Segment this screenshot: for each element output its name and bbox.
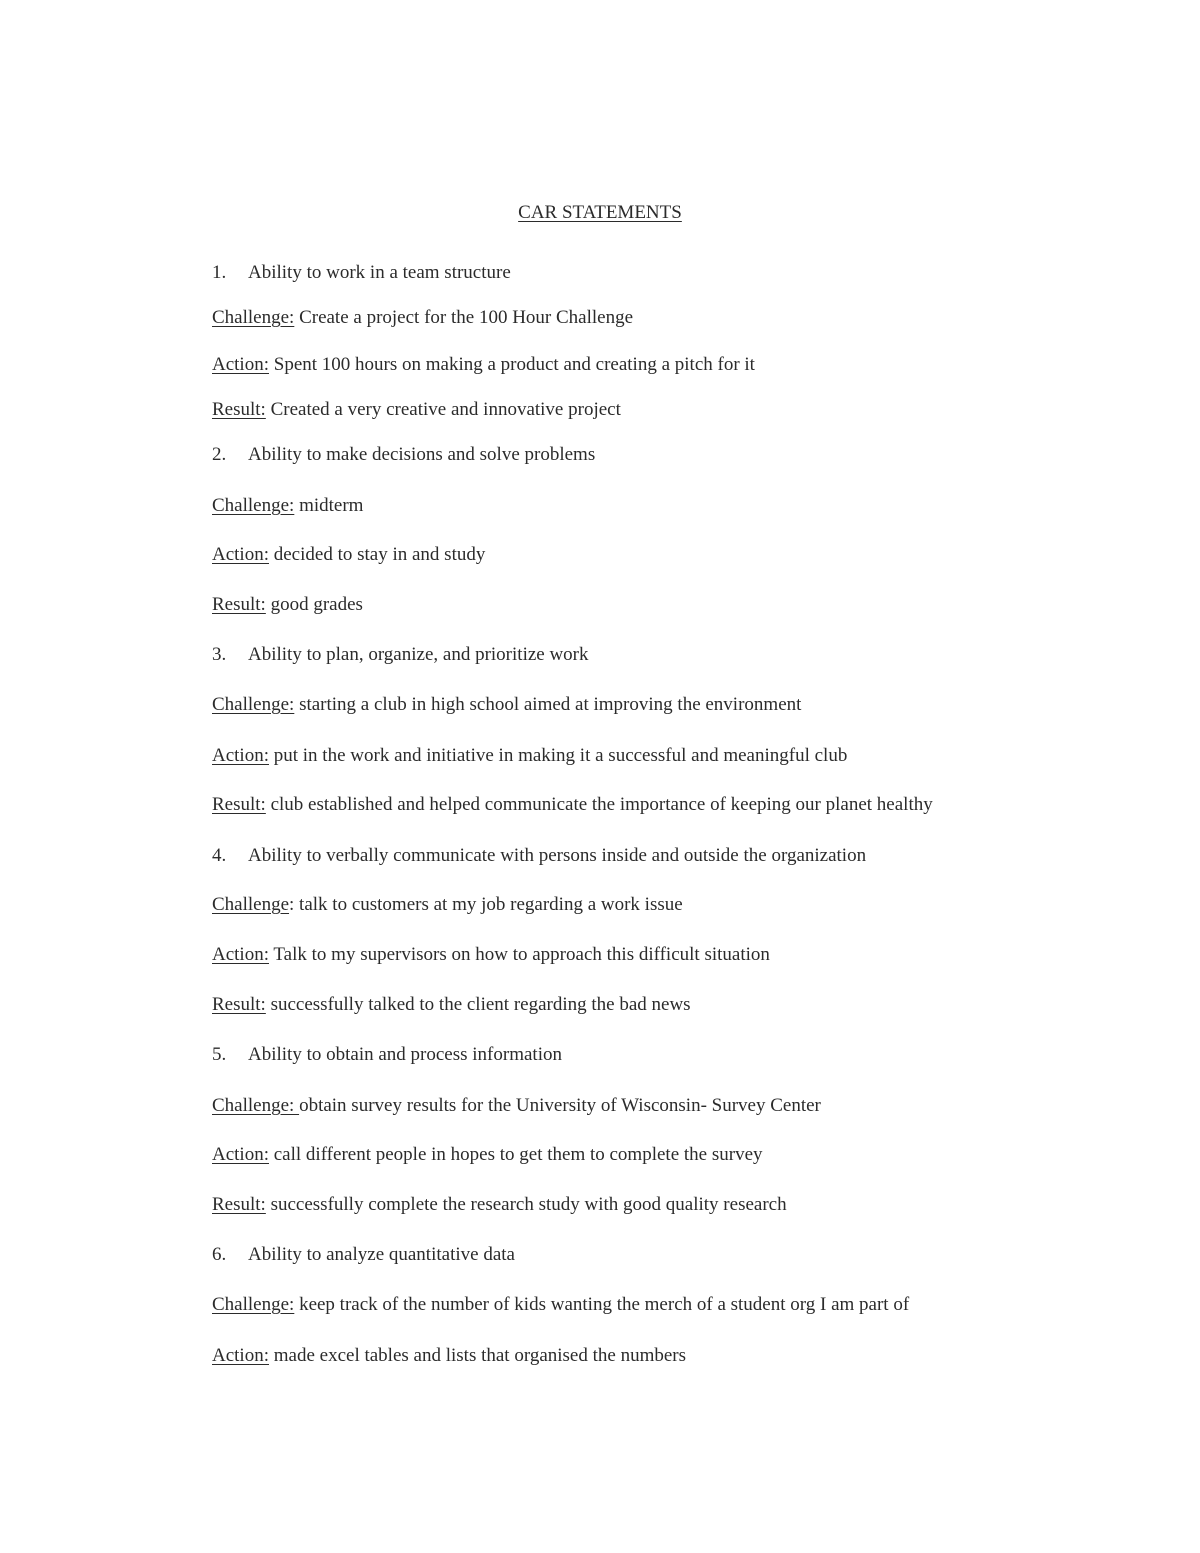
item-heading: 5. Ability to obtain and process information [212, 1044, 562, 1065]
item-heading: 4. Ability to verbally communicate with persons inside and outside the organization [212, 845, 867, 866]
action-line: Action: decided to stay in and study [212, 544, 486, 565]
document-title: CAR STATEMENTS [518, 202, 682, 223]
challenge-line: Challenge: midterm [212, 495, 364, 516]
result-line: Result: good grades [212, 594, 363, 615]
item-heading: 2. Ability to make decisions and solve problems [212, 444, 596, 465]
item-heading: 6. Ability to analyze quantitative data [212, 1244, 515, 1265]
action-line: Action: put in the work and initiative in making it a successful and meaningful club [212, 745, 848, 766]
result-line: Result: successfully talked to the client regarding the bad news [212, 994, 691, 1015]
action-line: Action: Spent 100 hours on making a product and creating a pitch for it [212, 354, 755, 375]
challenge-line: Challenge: keep track of the number of kids wanting the merch of a student org I am part of [212, 1294, 910, 1315]
challenge-line: Challenge: obtain survey results for the University of Wisconsin- Survey Center [212, 1095, 821, 1116]
item-heading: 3. Ability to plan, organize, and prioritize work [212, 644, 589, 665]
result-line: Result: Created a very creative and innovative project [212, 399, 621, 420]
item-heading: 1. Ability to work in a team structure [212, 262, 511, 283]
action-line: Action: Talk to my supervisors on how to approach this difficult situation [212, 944, 770, 965]
result-line: Result: successfully complete the research study with good quality research [212, 1194, 787, 1215]
challenge-line: Challenge: talk to customers at my job regarding a work issue [212, 894, 683, 915]
challenge-line: Challenge: Create a project for the 100 Hour Challenge [212, 307, 634, 328]
action-line: Action: call different people in hopes to get them to complete the survey [212, 1144, 763, 1165]
challenge-line: Challenge: starting a club in high school aimed at improving the environment [212, 694, 802, 715]
action-line: Action: made excel tables and lists that organised the numbers [212, 1345, 687, 1366]
result-line: Result: club established and helped communicate the importance of keeping our planet healthy [212, 794, 933, 815]
